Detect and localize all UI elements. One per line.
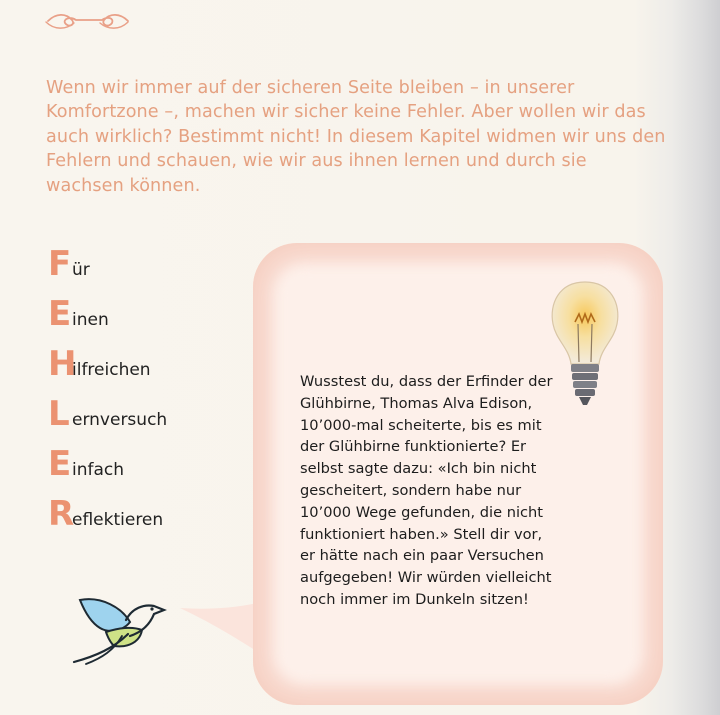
- acrostic-letter: E: [48, 444, 72, 484]
- page-edge-shadow: [672, 0, 720, 715]
- acrostic-line: [48, 244, 167, 294]
- acrostic-word: ilfreichen: [72, 360, 151, 380]
- acrostic-letter: R: [48, 494, 75, 534]
- flourish-ornament-icon: [42, 10, 132, 32]
- intro-paragraph: Wenn wir immer auf der sicheren Seite bleiben – in unserer Komfortzone –, machen wir sicher keine Fehler. Aber wollen wir das auch wirklich? Bestimmt nicht! In diesem Kapitel widmen wir uns den Fehlern und schauen, wie wir aus ihnen lernen und durch sie wachsen können.: [46, 77, 666, 196]
- acrostic-line: [48, 294, 167, 344]
- acrostic-word: eflektieren: [72, 510, 164, 530]
- fehler-acrostic: [48, 244, 167, 544]
- acrostic-line: [48, 344, 167, 394]
- acrostic-line: [48, 394, 167, 444]
- acrostic-line: [48, 494, 167, 544]
- edison-story-text: Wusstest du, dass der Erfinder der Glühbirne, Thomas Alva Edison, 10’000-mal scheiterte, bis es mit der Glühbirne funktionierte? Er selbst sagte dazu: «Ich bin nicht gescheitert, sondern habe nur 10’000 Wege gefunden, die nicht funktioniert haben.» Stell dir vor, er hätte nach ein paar Versuchen aufgegeben! Wir würden vielleicht noch immer im Dunkeln sitzen!: [300, 373, 553, 608]
- acrostic-letter: E: [48, 294, 72, 334]
- acrostic-word: infach: [72, 460, 125, 480]
- acrostic-letter: F: [48, 244, 72, 284]
- acrostic-line: [48, 444, 167, 494]
- acrostic-word: ernversuch: [72, 410, 168, 430]
- acrostic-word: ür: [72, 260, 90, 280]
- bird-illustration-icon: [66, 590, 176, 670]
- acrostic-letter: H: [48, 344, 77, 384]
- acrostic-word: inen: [72, 310, 109, 330]
- acrostic-letter: L: [48, 394, 70, 434]
